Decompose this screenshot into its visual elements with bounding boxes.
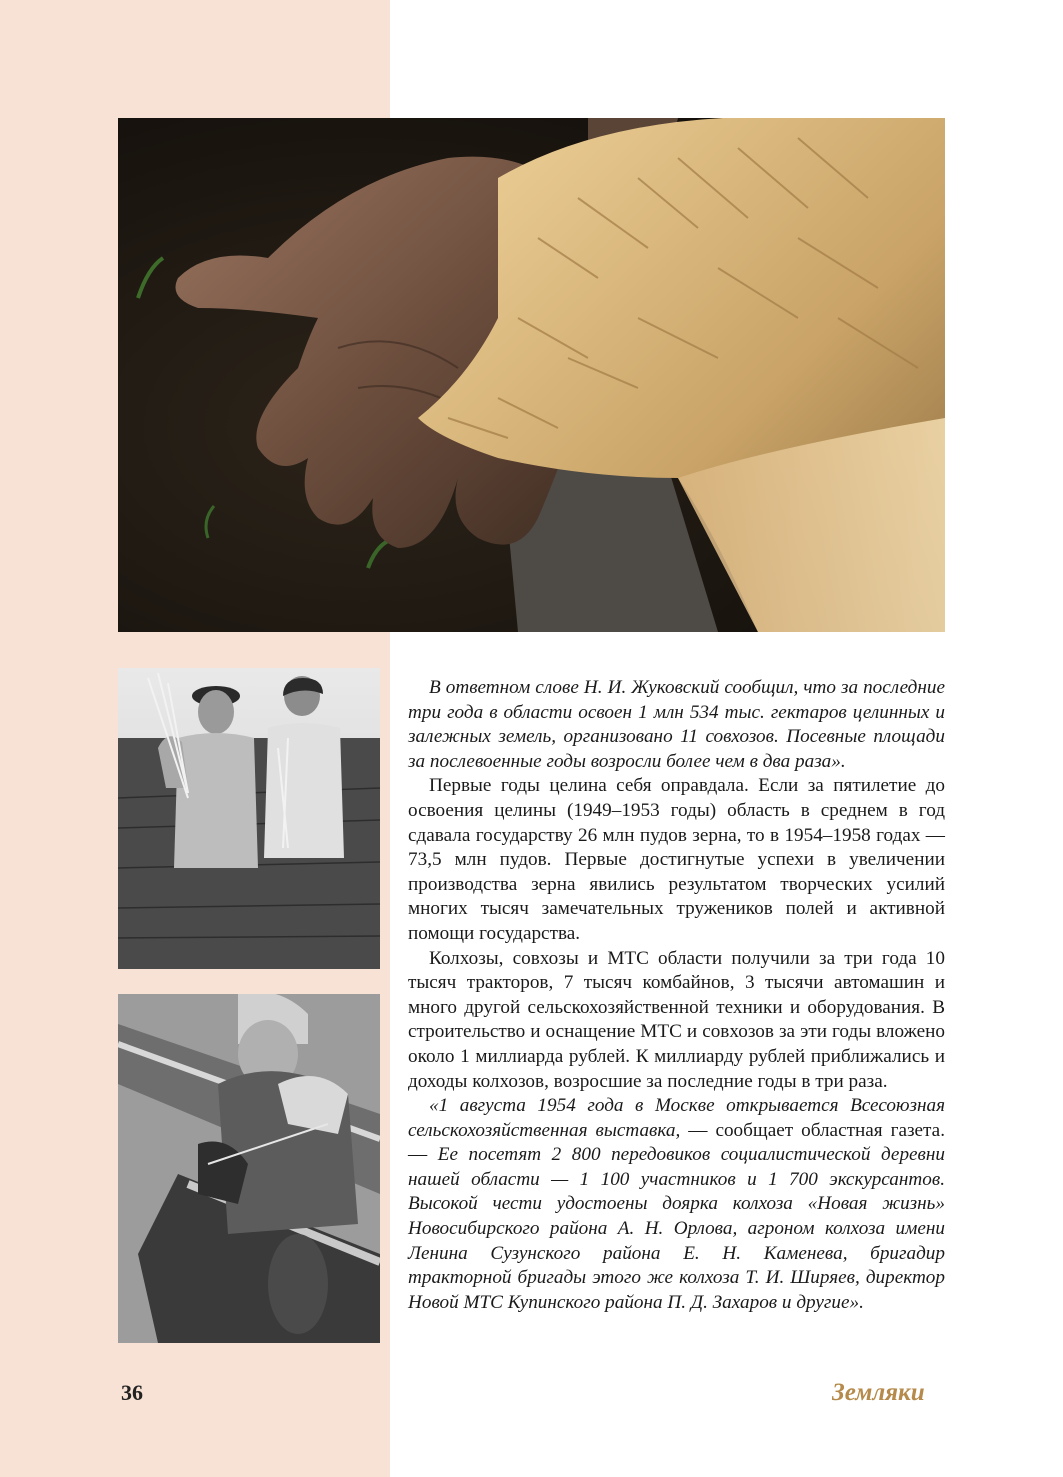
two-men-in-wheat-field-photo [118,668,380,969]
article-text [408,676,945,1315]
page-number: 36 [121,1380,143,1405]
zemlyaki-logo [832,1376,946,1406]
man-in-fur-hat-at-combine-photo [118,994,380,1343]
paragraph-exhibition-quote: «1 августа 1954 года в Москве открывается Всесоюзная сельскохозяйственная выставка, — сообщает областная газета. — Ее посетят 2 800 передовиков социалистической деревни нашей области — 1 100 участников и 1 700 экскурсантов. Высокой чести удостоены доярка колхоза «Новая жизнь» Новосибирского района А. Н. Орлова, агроном колхоза имени Ленина Сузунского района Е. Н. Каменева, бригадир тракторной бригады этого же колхоза Т. И. Ширяев, директор Новой МТС Купинского района П. Д. Захаров и другие». [408,1095,945,1313]
paragraph-quote-zhukovsky: В ответном слове Н. И. Жуковский сообщил, что за последние три года в области освоен 1 млн 534 тыс. гектаров целинных и залежных земель, организовано 11 совхозов. Посевные площади за послевоенные годы возросли более чем в два раза». [408,677,945,772]
paragraph-virgin-lands-results: Первые годы целина себя оправдала. Если за пятилетие до освоения целины (1949–1953 годы) область в среднем в год сдавала государству 26 млн пудов зерна, то в 1954–1958 годах — 73,5 млн пудов. Первые достигнутые успехи в увеличении производства зерна явились результатом творческих усилий многих тысяч замечательных тружеников полей и активной помощи государства. [408,775,945,944]
hand-with-wheat-photo [118,118,945,632]
svg-text:Земляки: Земляки [832,1379,925,1406]
paragraph-machinery: Колхозы, совхозы и МТС области получили за три года 10 тысяч тракторов, 7 тысяч комбайнов, 3 тысячи автомашин и много другой сельскохозяйственной техники и оборудования. В строительство и оснащение МТС и совхозов за эти годы вложено около 1 миллиарда рублей. К миллиарду рублей приближались и доходы колхозов, возросшие за последние годы в три раза. [408,947,945,1092]
